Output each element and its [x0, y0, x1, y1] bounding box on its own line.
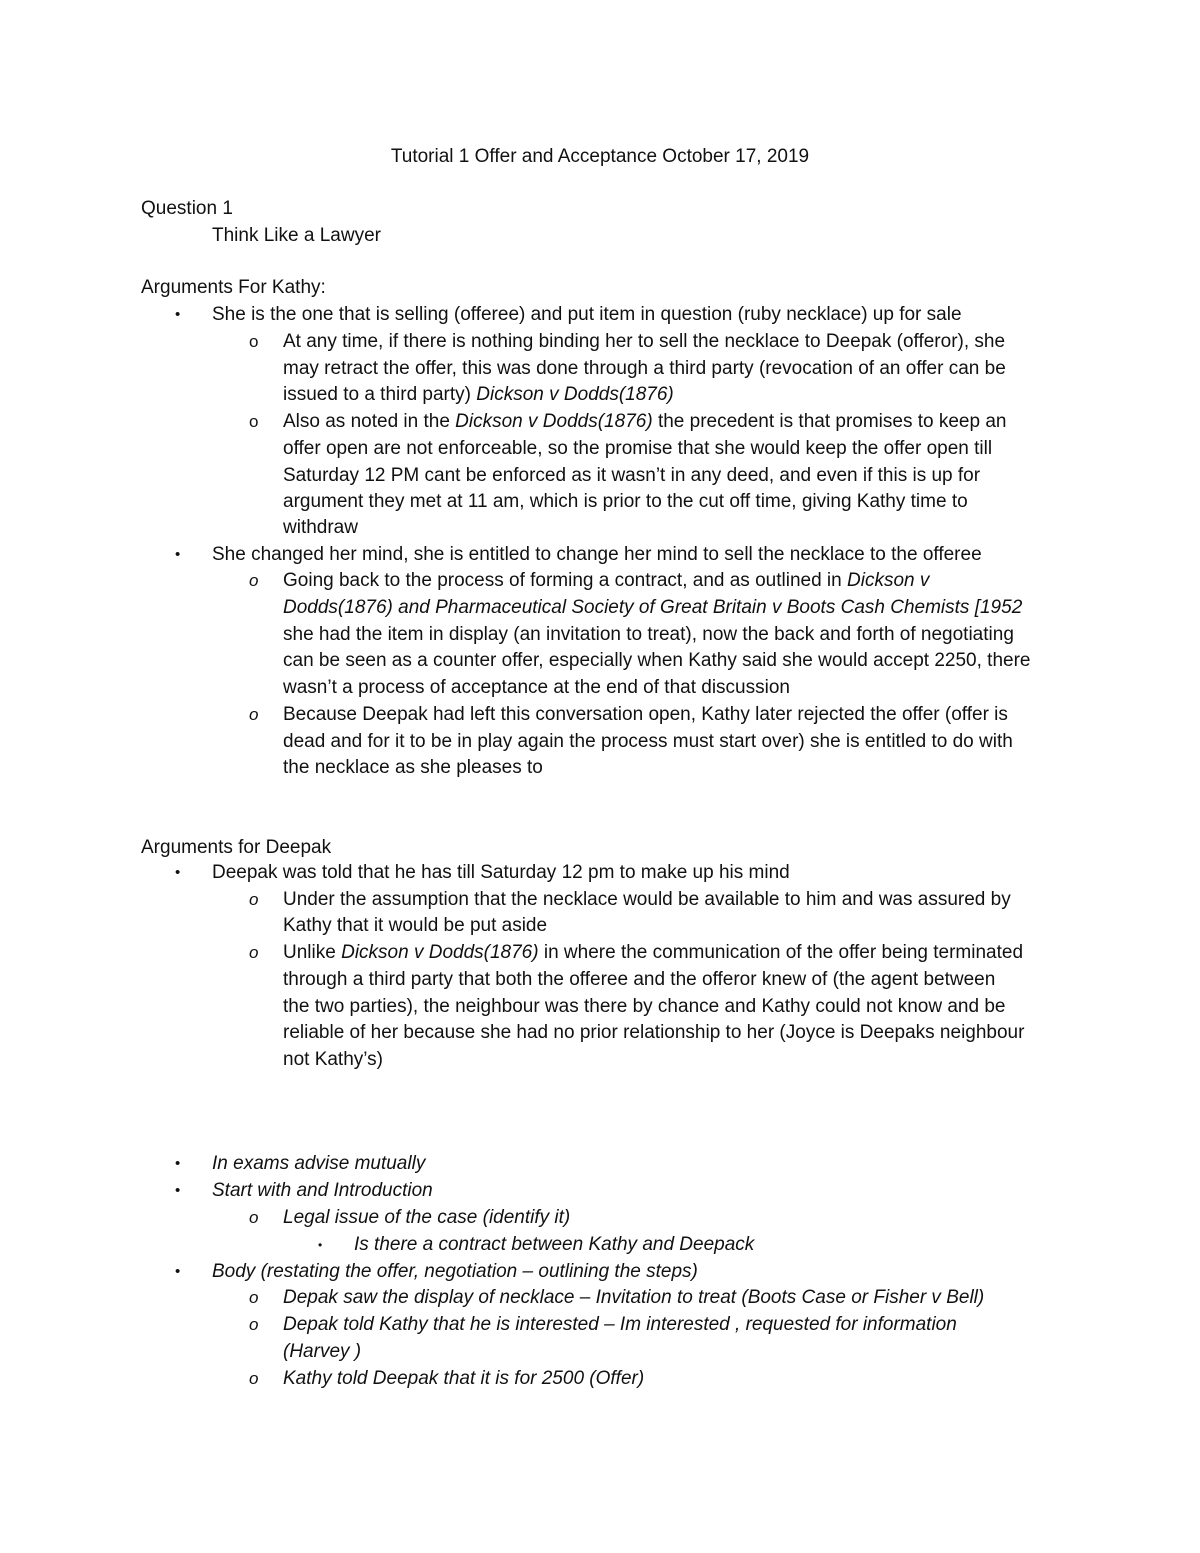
exam-note-sub: Depak told Kathy that he is interested – Im interested , requested for information [283, 1314, 957, 1335]
kathy-point-1-sub-1-line [283, 382, 674, 408]
text-run: Going back to the process of forming a contract, and as outlined in [283, 570, 842, 591]
kathy-point-1-sub-1-line: may retract the offer, this was done through a third party (revocation of an offer can be [283, 358, 1006, 379]
kathy-point-2-sub-2-line: Because Deepak had left this conversation open, Kathy later rejected the offer (offer is [283, 704, 1008, 725]
kathy-point-2-sub-2-line: the necklace as she pleases to [283, 757, 543, 778]
kathy-point-2-sub-1-line: can be seen as a counter offer, especially when Kathy said she would accept 2250, there [283, 650, 1031, 671]
kathy-point-1-sub-2-line: argument they met at 11 am, which is prior to the cut off time, giving Kathy time to [283, 491, 968, 512]
tertiary-bullet-marker: • [318, 1238, 323, 1252]
question-subheading: Think Like a Lawyer [212, 225, 381, 246]
text-run: Unlike [283, 942, 336, 963]
bullet-marker: • [175, 306, 181, 323]
kathy-point-1-sub-2-line: withdraw [283, 517, 358, 538]
exam-note: In exams advise mutually [212, 1153, 426, 1174]
sub-bullet-marker: o [249, 943, 259, 962]
deepak-point-1-sub-1-line: Kathy that it would be put aside [283, 915, 548, 936]
text-run: Also as noted in the [283, 411, 450, 432]
deepak-point-1-sub-2-line: the two parties), the neighbour was there by chance and Kathy could not know and be [283, 996, 1006, 1017]
sub-bullet-marker: o [249, 571, 259, 590]
exam-note-tertiary: Is there a contract between Kathy and Deepack [354, 1234, 755, 1255]
exam-note-sub: Depak saw the display of necklace – Invitation to treat (Boots Case or Fisher v Bell) [283, 1287, 985, 1308]
case-citation: Dickson v [847, 570, 930, 591]
bullet-marker: • [175, 864, 181, 881]
text-run: issued to a third party) [283, 384, 471, 405]
bullet-marker: • [175, 1263, 181, 1280]
deepak-point-1-sub-1-line: Under the assumption that the necklace would be available to him and was assured by [283, 889, 1011, 910]
sub-bullet-marker: o [249, 412, 259, 431]
kathy-point-1-sub-2-line [283, 409, 1006, 435]
kathy-point-1-sub-2-line: Saturday 12 PM cant be enforced as it wasn’t in any deed, and even if this is up for [283, 465, 981, 486]
exam-note: Start with and Introduction [212, 1180, 433, 1201]
exam-note-sub: Legal issue of the case (identify it) [283, 1207, 571, 1228]
sub-bullet-marker: o [249, 1208, 259, 1227]
deepak-point-1-sub-2-line: reliable of her because she had no prior relationship to her (Joyce is Deepaks neighbour [283, 1022, 1025, 1043]
sub-bullet-marker: o [249, 1369, 259, 1388]
text-run: in where the communication of the offer being terminated [543, 942, 1024, 963]
deepak-point-1-sub-2-line: not Kathy’s) [283, 1049, 383, 1070]
bullet-marker: • [175, 1155, 181, 1172]
kathy-point-2-sub-1-line: wasn’t a process of acceptance at the end of that discussion [283, 677, 790, 698]
document-title: Tutorial 1 Offer and Acceptance October 17, 2019 [390, 146, 810, 167]
sub-bullet-marker: o [249, 890, 259, 909]
case-citation: Dickson v Dodds(1876) [455, 411, 653, 432]
case-citation: Dickson v Dodds(1876) [341, 942, 539, 963]
sub-bullet-marker: o [249, 705, 259, 724]
kathy-point-2-sub-1-line: she had the item in display (an invitation to treat), now the back and forth of negotiating [283, 624, 1014, 645]
kathy-section-heading: Arguments For Kathy: [141, 277, 326, 298]
kathy-point-2-sub-1-line: Dodds(1876) and Pharmaceutical Society of Great Britain v Boots Cash Chemists [1952 [283, 597, 1023, 618]
text-run: the precedent is that promises to keep an [657, 411, 1007, 432]
kathy-point-2-sub-1-line [283, 568, 929, 594]
sub-bullet-marker: o [249, 332, 259, 351]
deepak-section-heading: Arguments for Deepak [141, 837, 332, 858]
exam-note: Body (restating the offer, negotiation – outlining the steps) [212, 1261, 698, 1282]
sub-bullet-marker: o [249, 1315, 259, 1334]
bullet-marker: • [175, 1182, 181, 1199]
deepak-point-1: Deepak was told that he has till Saturday 12 pm to make up his mind [212, 862, 790, 883]
kathy-point-1-sub-2-line: offer open are not enforceable, so the promise that she would keep the offer open till [283, 438, 993, 459]
kathy-point-2: She changed her mind, she is entitled to change her mind to sell the necklace to the offeree [212, 544, 982, 565]
case-citation: Dickson v Dodds(1876) [476, 384, 674, 405]
sub-bullet-marker: o [249, 1288, 259, 1307]
deepak-point-1-sub-2-line [283, 940, 1023, 966]
kathy-point-1: She is the one that is selling (offeree) and put item in question (ruby necklace) up for sale [212, 304, 962, 325]
exam-note-sub: Kathy told Deepak that it is for 2500 (Offer) [283, 1368, 645, 1389]
kathy-point-1-sub-1-line: At any time, if there is nothing binding her to sell the necklace to Deepak (offeror), she [283, 331, 1006, 352]
question-heading: Question 1 [141, 198, 233, 219]
kathy-point-2-sub-2-line: dead and for it to be in play again the process must start over) she is entitled to do with [283, 731, 1013, 752]
deepak-point-1-sub-2-line: through a third party that both the offeree and the offeror knew of (the agent between [283, 969, 996, 990]
exam-note-sub: (Harvey ) [283, 1341, 362, 1362]
bullet-marker: • [175, 546, 181, 563]
